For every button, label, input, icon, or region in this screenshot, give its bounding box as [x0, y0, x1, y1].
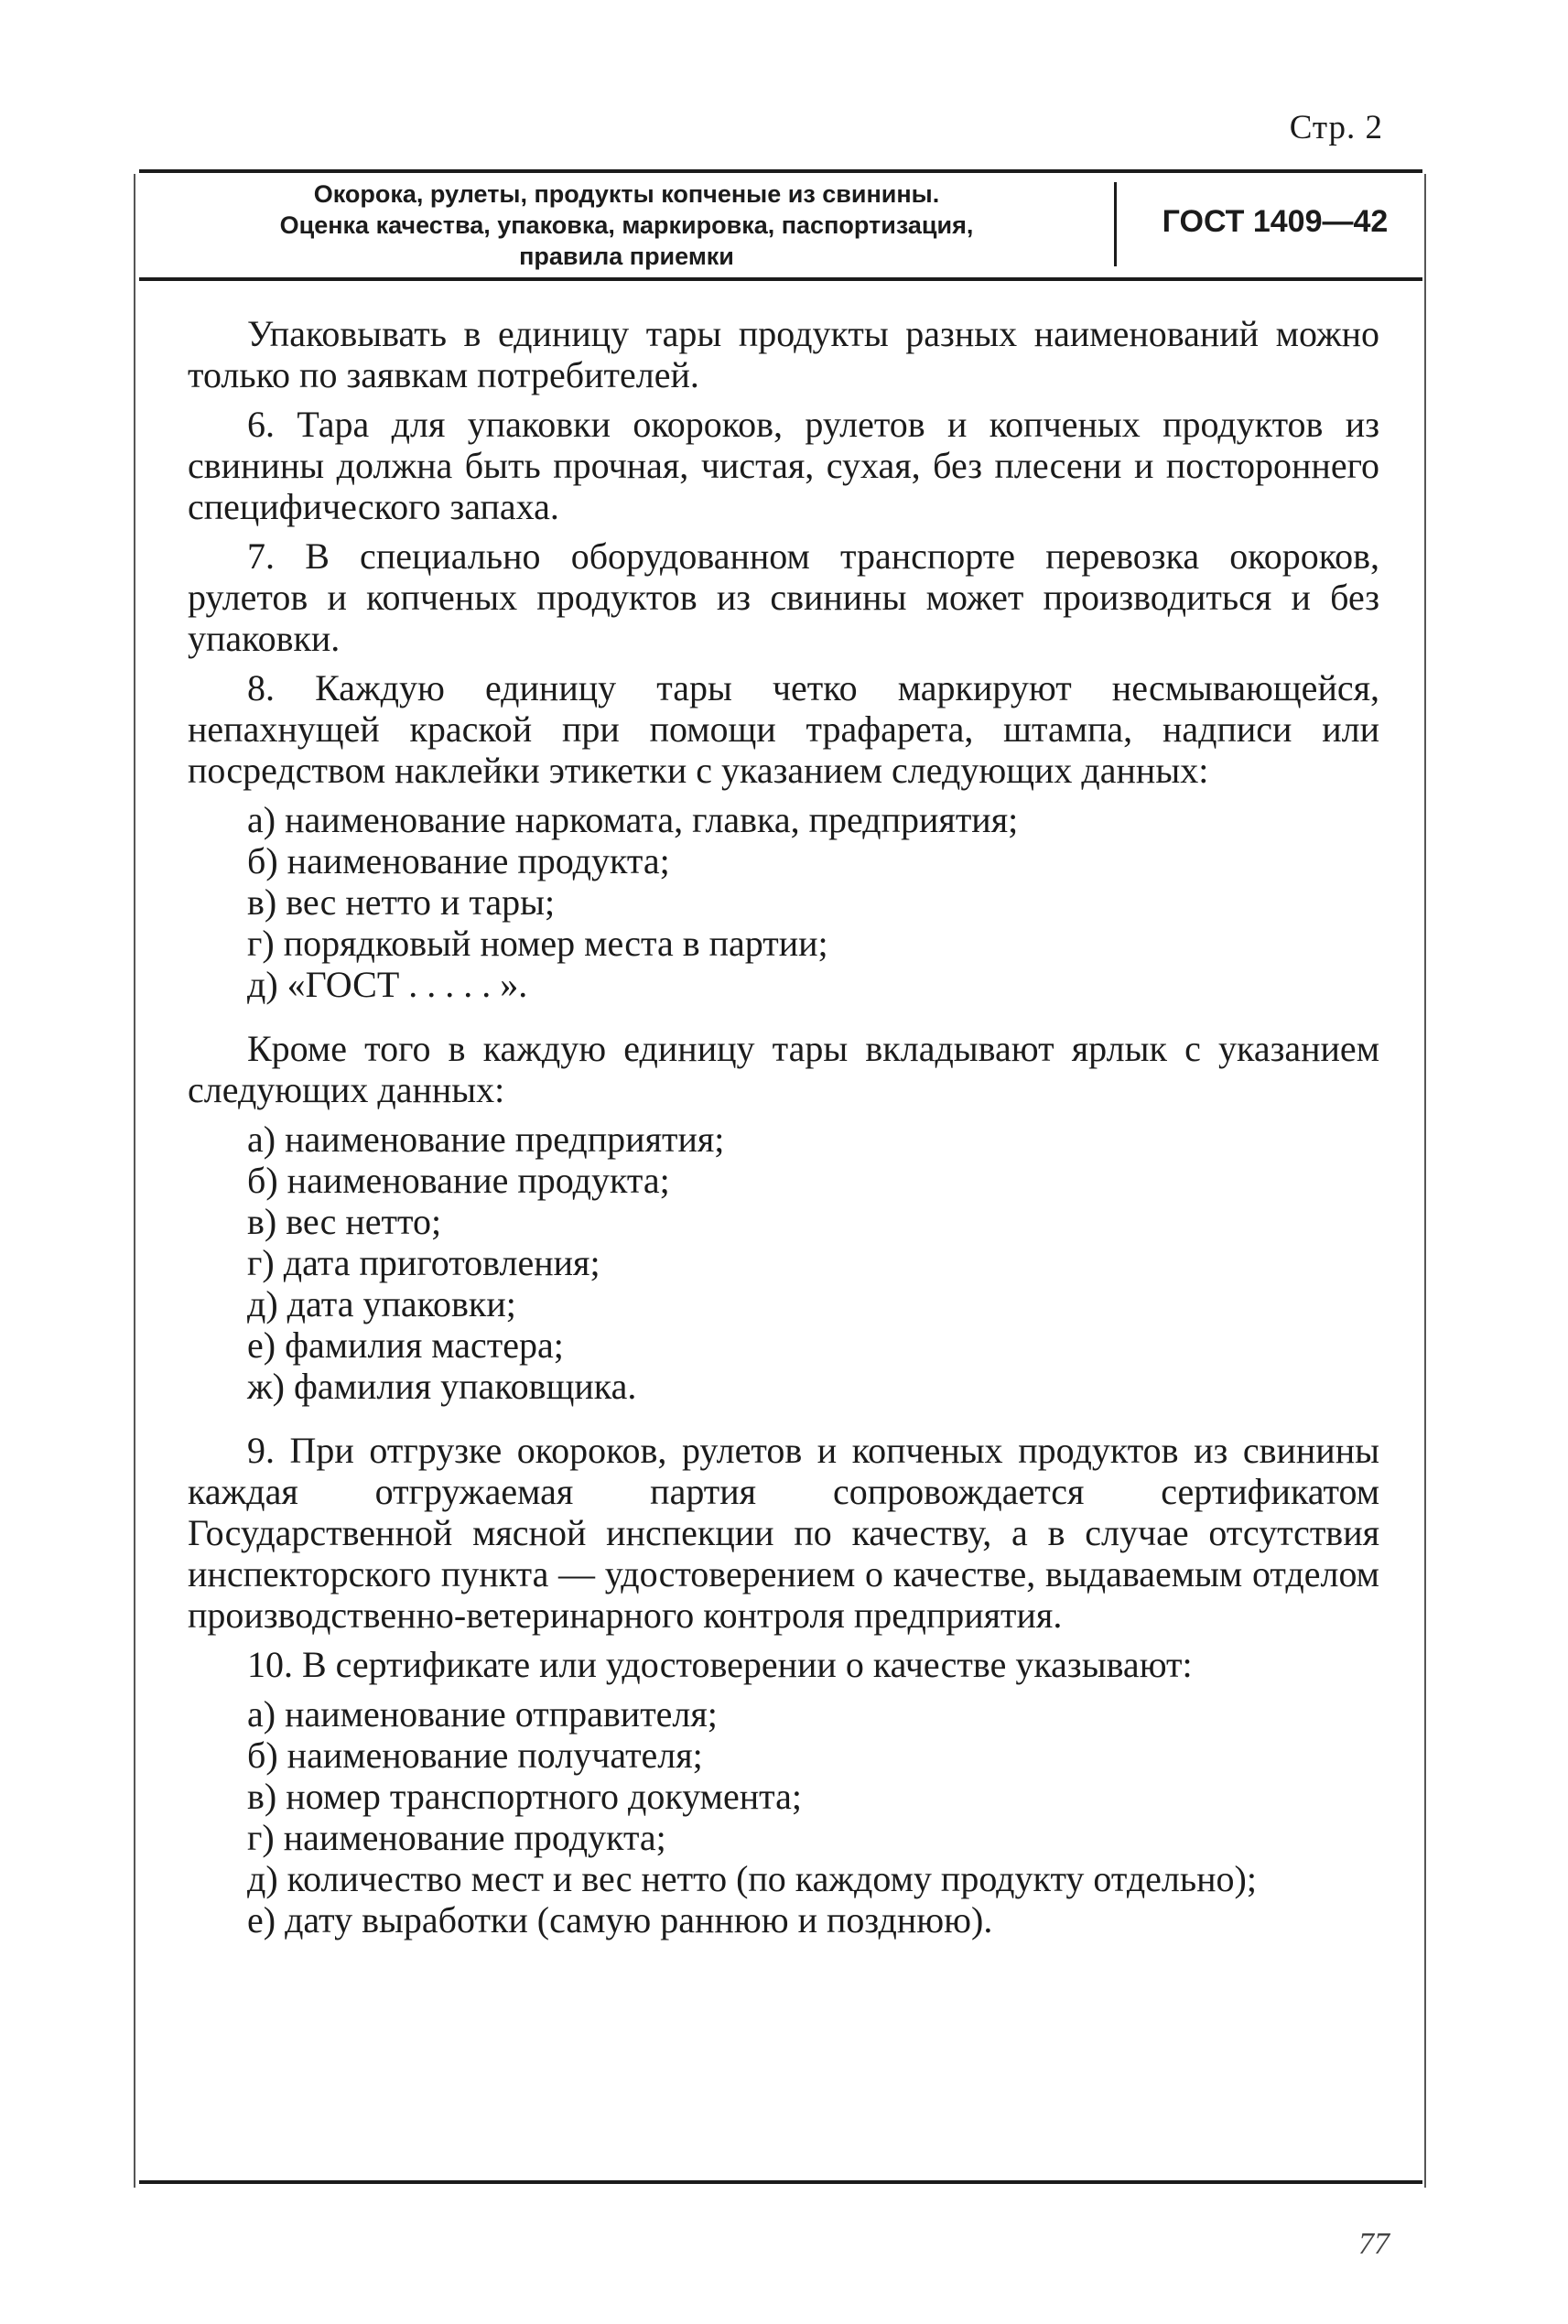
paragraph-7: 7. В специально оборудованном транспорте перевозка окороков, рулетов и копченых продуктов из свинины может производиться и без упаковки. — [188, 535, 1379, 659]
document-header — [139, 169, 1422, 281]
list-item: ж) фамилия упаковщика. — [247, 1366, 637, 1407]
label-list — [188, 1119, 1379, 1407]
paragraph-6: 6. Тара для упаковки окороков, рулетов и копченых продуктов из свинины должна быть прочная, чистая, сухая, без плесени и постороннего специфического запаха. — [188, 404, 1379, 527]
page-number: 77 — [1358, 2227, 1390, 2261]
document-body — [188, 313, 1379, 1949]
paragraph-packing: Упаковывать в единицу тары продукты разных наименований можно только по заявкам потребителей. — [188, 313, 1379, 395]
list-item: д) дата упаковки; — [247, 1283, 516, 1324]
list-item: г) наименование продукта; — [247, 1817, 666, 1858]
header-title-line-1: Окорока, рулеты, продукты копченые из свинины. — [313, 180, 940, 208]
list-item: в) вес нетто и тары; — [247, 881, 556, 923]
list-item: а) наименование наркомата, главка, предприятия; — [247, 799, 1019, 840]
certificate-list — [188, 1693, 1379, 1940]
paragraph-10: 10. В сертификате или удостоверении о качестве указывают: — [247, 1644, 1193, 1685]
page-label: Стр. 2 — [1289, 109, 1383, 146]
standard-number: ГОСТ 1409—42 — [1162, 204, 1389, 239]
list-item: д) количество мест и вес нетто (по каждому продукту отдельно); — [247, 1858, 1257, 1899]
header-divider — [1114, 182, 1117, 266]
list-item: б) наименование продукта; — [247, 840, 670, 881]
list-item: д) «ГОСТ . . . . . ». — [247, 964, 528, 1005]
paragraph-9: 9. При отгрузке окороков, рулетов и копченых продуктов из свинины каждая отгружаемая партия сопровождается сертификатом Государственной мясной инспекции по качеству, а в случае отсутствия инспекторского пункта — удостоверением о качестве, выдаваемым отделом производственно-ветеринарного контроля предприятия. — [188, 1430, 1379, 1636]
left-margin-line — [134, 174, 135, 2188]
list-item: в) вес нетто; — [247, 1201, 442, 1242]
list-item: а) наименование отправителя; — [247, 1693, 718, 1735]
header-title — [148, 178, 1105, 272]
list-item: г) дата приготовления; — [247, 1242, 600, 1283]
right-margin-line — [1424, 174, 1426, 2188]
list-item: б) наименование продукта; — [247, 1160, 670, 1201]
paragraph-8: 8. Каждую единицу тары четко маркируют несмывающейся, непахнущей краской при помощи трафарета, штампа, надписи или посредством наклейки этикетки с указанием следующих данных: — [188, 667, 1379, 791]
list-item: е) дату выработки (самую раннюю и позднюю). — [247, 1899, 993, 1940]
list-item: в) номер транспортного документа; — [247, 1776, 802, 1817]
header-title-line-2: Оценка качества, упаковка, маркировка, паспортизация, — [279, 211, 974, 239]
list-item: е) фамилия мастера; — [247, 1324, 564, 1366]
header-title-line-3: правила приемки — [519, 243, 734, 270]
paragraph-label: Кроме того в каждую единицу тары вкладывают ярлык с указанием следующих данных: — [188, 1028, 1379, 1110]
list-item: г) порядковый номер места в партии; — [247, 923, 828, 964]
marking-list — [188, 799, 1379, 1005]
bottom-rule — [139, 2180, 1422, 2184]
list-item: б) наименование получателя; — [247, 1735, 703, 1776]
list-item: а) наименование предприятия; — [247, 1119, 725, 1160]
